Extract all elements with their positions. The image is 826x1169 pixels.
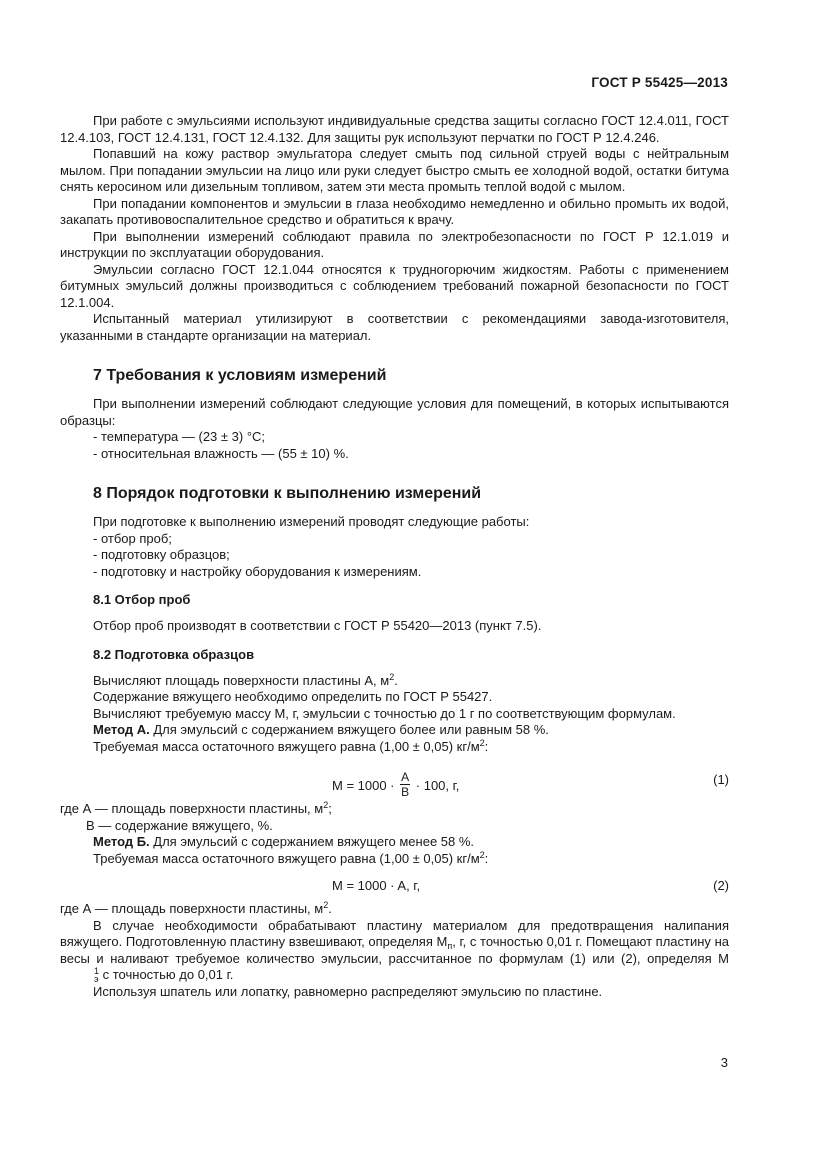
- fraction-a-over-b: $\frac{A}{B}$: [401, 770, 410, 799]
- safety-paragraph-1: При работе с эмульсиями используют индивидуальные средства защиты согласно ГОСТ 12.4.011, ГОСТ 12.4.103, ГОСТ 12.4.131, ГОСТ 12.4.132. Для защиты рук используют перчатки по ГОСТ Р 12.4.246.: [60, 113, 729, 145]
- subsection-8-1-text: Отбор проб производят в соответствии с ГОСТ Р 55420—2013 (пункт 7.5).: [93, 618, 542, 633]
- list-item: - относительная влажность — (55 ± 10) %.: [93, 445, 349, 461]
- binder-content-line: Содержание вяжущего необходимо определить по ГОСТ Р 55427.: [93, 689, 493, 704]
- safety-paragraph-3: При попадании компонентов и эмульсии в глаза необходимо немедленно и обильно промыть их водой, закапать противовоспалительное средство и обратиться к врачу.: [60, 195, 729, 227]
- formula-1-number: (1): [713, 772, 729, 787]
- list-item: - температура — (23 ± 3) °С;: [93, 429, 266, 444]
- safety-paragraph-2: Попавший на кожу раствор эмульгатора следует смыть под сильной струей воды с нейтральным мылом. При попадании эмульсии на лицо или руки следует быстро смыть ее холодной водой, остатки битума снять керосином или дизельным топливом, затем эти места промыть теплой водой с мылом.: [60, 146, 729, 194]
- formula-2-number: (2): [713, 878, 729, 893]
- spreading-line: Используя шпатель или лопатку, равномерно распределяют эмульсию по пластине.: [93, 983, 603, 999]
- area-line: Вычисляют площадь поверхности пластины А, $м^2$.: [93, 671, 398, 688]
- safety-paragraph-4: При выполнении измерений соблюдают правила по электробезопасности по ГОСТ Р 12.1.019 и инструкции по эксплуатации оборудования.: [60, 228, 729, 260]
- page-content: [60, 113, 729, 1000]
- document-header: ГОСТ Р 55425—2013: [591, 75, 728, 90]
- section-7-intro: При выполнении измерений соблюдают следующие условия для помещений, в которых испытываются образцы:: [60, 396, 729, 428]
- where-a-line: где А — площадь поверхности пластины, $м^2$;: [60, 800, 332, 816]
- list-item: - подготовку образцов;: [93, 547, 230, 562]
- section-7-heading: 7 Требования к условиям измерений: [93, 367, 387, 384]
- safety-paragraph-6: Испытанный материал утилизируют в соответствии с рекомендациями завода-изготовителя, указанными в стандарте организации на материал.: [60, 311, 729, 343]
- plate-preparation-paragraph: В случае необходимости обрабатывают пластину материалом для предотвращения налипания вяжущего. Подготовленную пластину взвешивают, определяя $М_п$, г, с точностью 0,01 г. Помещают пластину на весы и наливают требуемое количество эмульсии, рассчитанное по формулам (1) или (2), определяя М 1 э с точностью до 0,01 г.: [60, 917, 729, 984]
- page-number: 3: [720, 1055, 728, 1070]
- method-b-line: Метод Б. Для эмульсий с содержанием вяжущего менее 58 %.: [93, 834, 475, 849]
- section-8-heading: 8 Порядок подготовки к выполнению измерений: [93, 485, 482, 502]
- where-a2-line: где А — площадь поверхности пластины, $м^2$.: [60, 900, 332, 916]
- subsection-8-2-heading: 8.2 Подготовка образцов: [93, 646, 255, 662]
- safety-paragraph-5: Эмульсии согласно ГОСТ 12.1.044 относятся к трудногорючим жидкостям. Работы с применением битумных эмульсий должны производиться с соблюдением требований пожарной безопасности по ГОСТ 12.1.004.: [60, 261, 729, 310]
- formula-2: M = 1000 · A, г, (2): [332, 878, 729, 893]
- mass-calc-line: Вычисляют требуемую массу М, г, эмульсии с точностью до 1 г по соответствующим формулам.: [93, 705, 676, 721]
- section-8-intro: При подготовке к выполнению измерений проводят следующие работы:: [93, 514, 530, 529]
- required-mass-a: Требуемая масса остаточного вяжущего равна (1,00 ± 0,05) $кг/м^2$:: [93, 737, 489, 754]
- required-mass-b: Требуемая масса остаточного вяжущего равна (1,00 ± 0,05) $кг/м^2$:: [93, 849, 489, 866]
- list-item: - отбор проб;: [93, 530, 172, 546]
- formula-1: M = 1000 · $\frac{A}{B}$ · 100, г, (1): [332, 770, 729, 799]
- subsection-8-1-heading: 8.1 Отбор проб: [93, 592, 191, 607]
- list-item: - подготовку и настройку оборудования к измерениям.: [93, 563, 422, 579]
- method-a-line: Метод А. Для эмульсий с содержанием вяжущего более или равным 58 %.: [93, 722, 549, 737]
- where-b-line: В — содержание вяжущего, %.: [86, 817, 273, 833]
